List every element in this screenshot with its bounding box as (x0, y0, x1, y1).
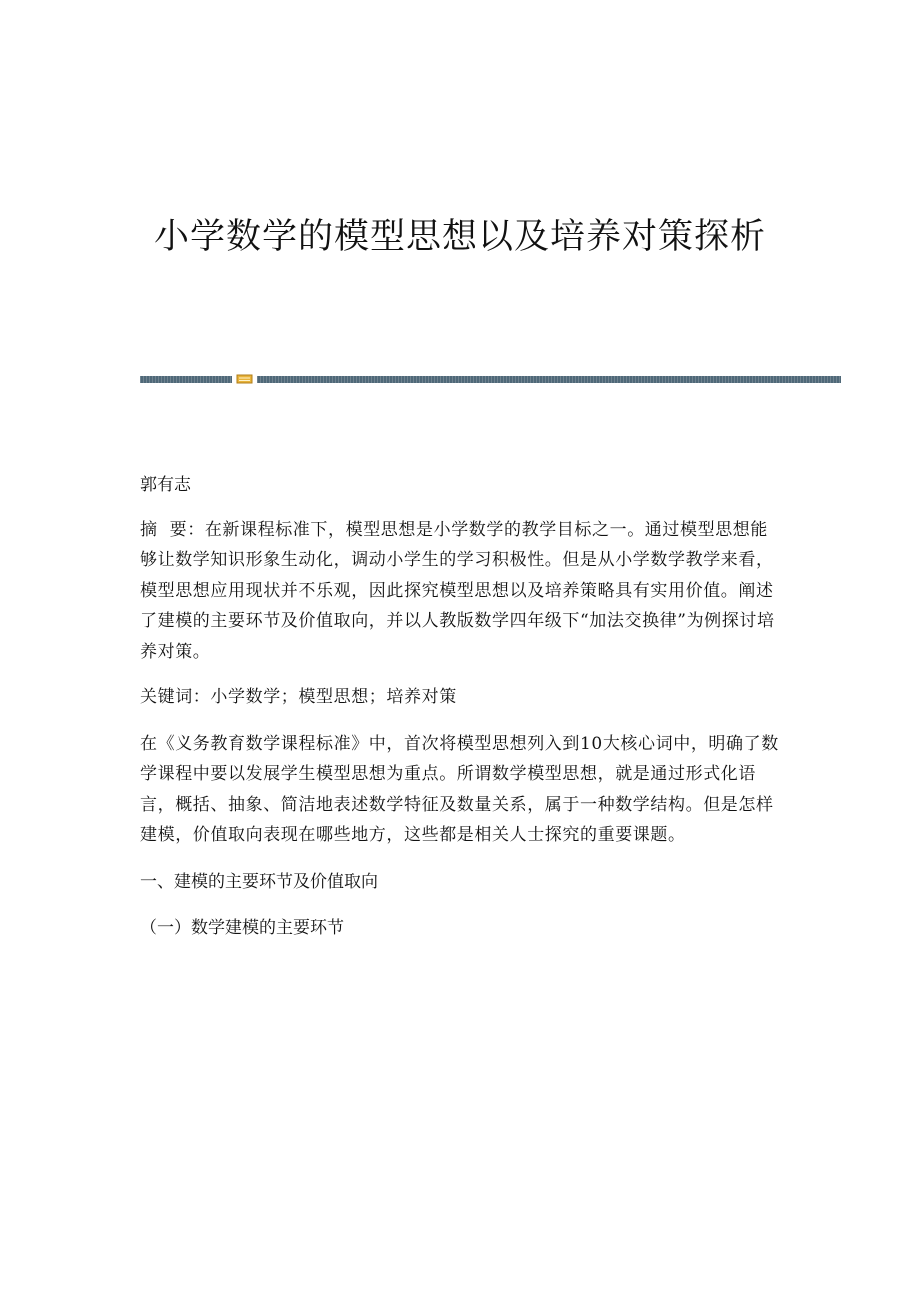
subsection-heading: （一）数学建模的主要环节 (140, 918, 344, 938)
abstract (140, 515, 785, 668)
divider-bar-right (257, 376, 841, 383)
keywords (140, 682, 785, 713)
divider-bar-left (140, 376, 232, 383)
intro-paragraph: 在《义务教育数学课程标准》中，首次将模型思想列入到10大核心词中，明确了数学课程中要以发展学生模型思想为重点。所谓数学模型思想，就是通过形式化语言，概括、抽象、简洁地表述数学特征及数量关系，属于一种数学结构。但是怎样建模，价值取向表现在哪些地方，这些都是相关人士探究的重要课题。 (140, 733, 779, 845)
keywords-text: 小学数学；模型思想；培养对策 (210, 687, 457, 707)
section-heading: 一、建模的主要环节及价值取向 (140, 871, 378, 892)
abstract-text: 在新课程标准下，模型思想是小学数学的教学目标之一。通过模型思想能够让数学知识形象生动化，调动小学生的学习积极性。但是从小学数学教学来看，模型思想应用现状并不乐观，因此探究模型思想以及培养策略具有实用价值。阐述了建模的主要环节及价值取向，并以人教版数学四年级下“加法交换律”为例探讨培养对策。 (140, 519, 775, 662)
abstract-label: 摘 要： (140, 519, 205, 540)
author-name: 郭有志 (140, 475, 191, 495)
divider-ornament-icon (236, 374, 253, 384)
title-divider (140, 374, 841, 384)
document-body (140, 470, 785, 944)
keywords-label: 关键词： (140, 687, 211, 707)
document-title: 小学数学的模型思想以及培养对策探析 (153, 217, 766, 257)
